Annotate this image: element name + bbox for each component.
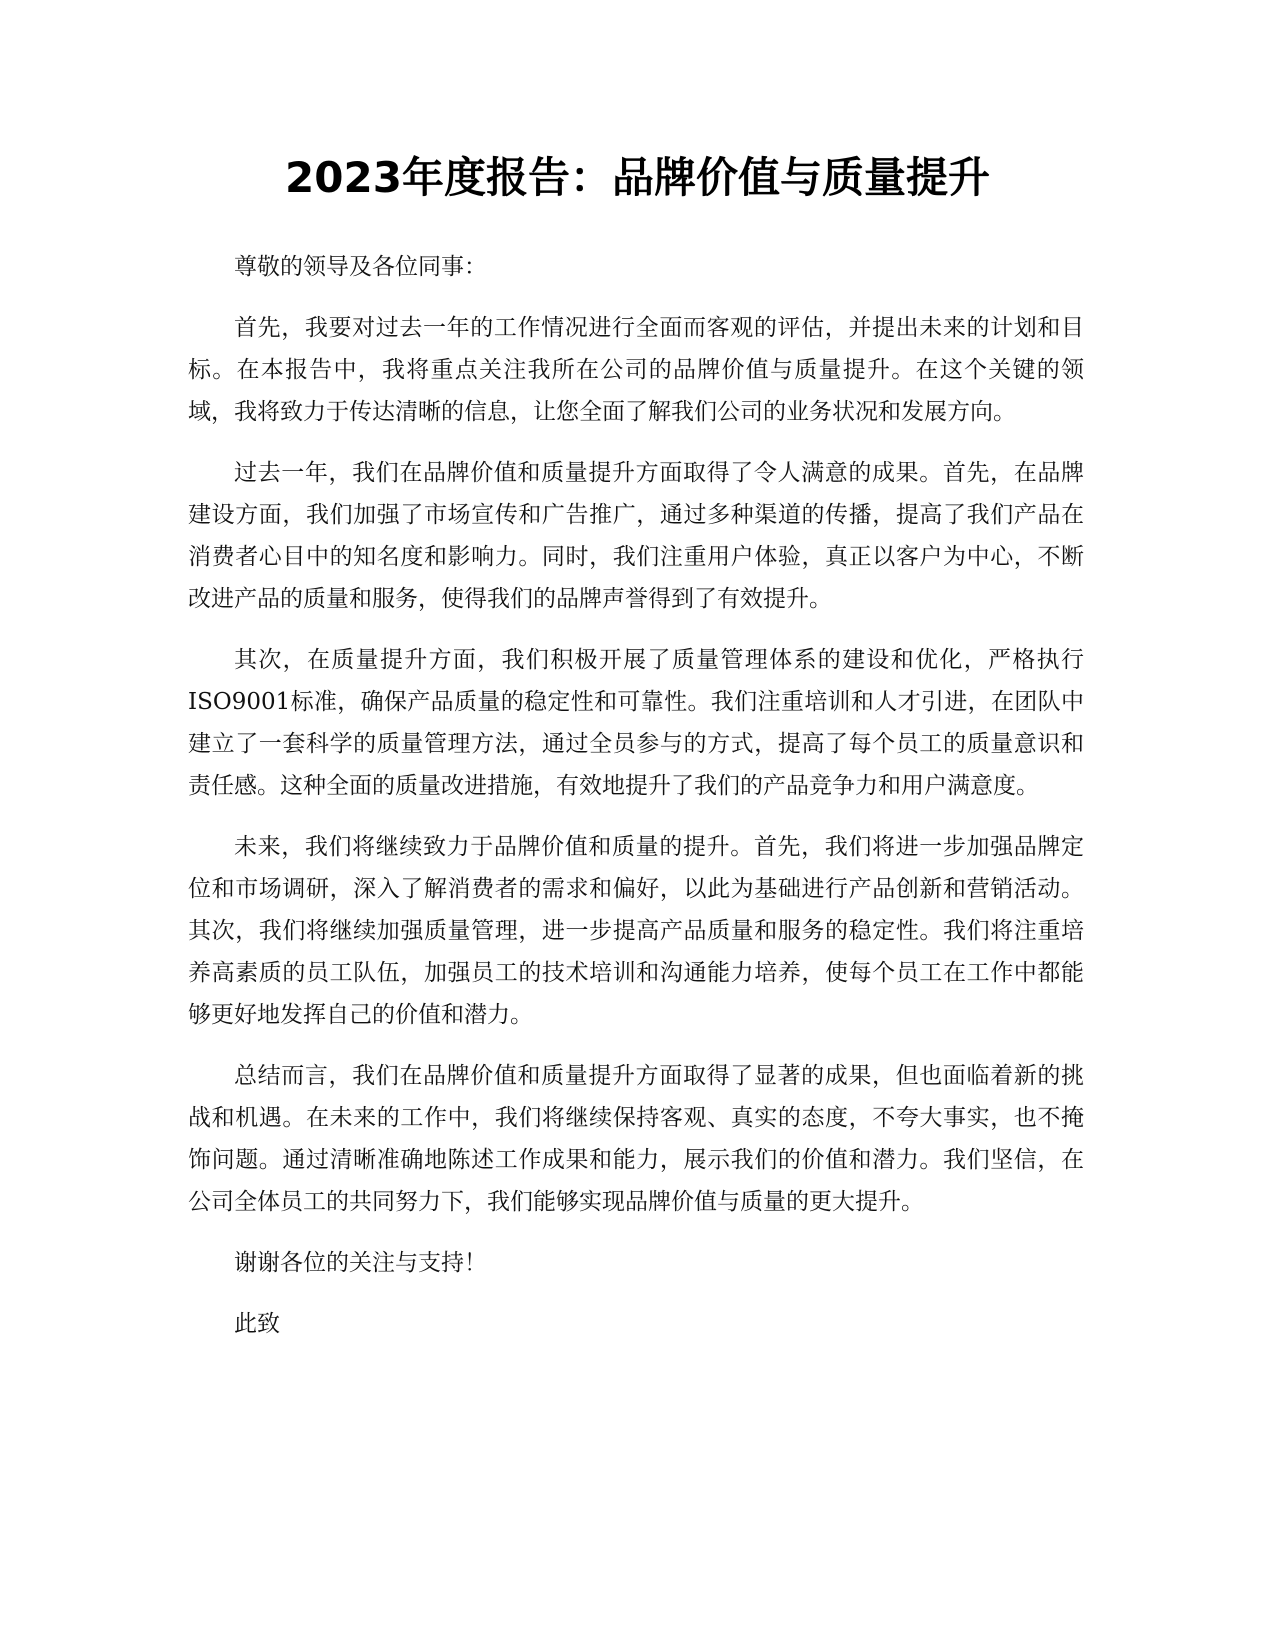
paragraph-brand-results: 过去一年，我们在品牌价值和质量提升方面取得了令人满意的成果。首先，在品牌建设方面，我们加强了市场宣传和广告推广，通过多种渠道的传播，提高了我们产品在消费者心目中的知名度和影响力。同时，我们注重用户体验，真正以客户为中心，不断改进产品的质量和服务，使得我们的品牌声誉得到了有效提升。 [188, 460, 1084, 612]
paragraph-future-plans: 未来，我们将继续致力于品牌价值和质量的提升。首先，我们将进一步加强品牌定位和市场调研，深入了解消费者的需求和偏好，以此为基础进行产品创新和营销活动。其次，我们将继续加强质量管理，进一步提高产品质量和服务的稳定性。我们将注重培养高素质的员工队伍，加强员工的技术培训和沟通能力培养，使每个员工在工作中都能够更好地发挥自己的价值和潜力。 [188, 834, 1084, 1028]
thanks-line: 谢谢各位的关注与支持！ [234, 1250, 487, 1276]
paragraph-intro: 首先，我要对过去一年的工作情况进行全面而客观的评估，并提出未来的计划和目标。在本报告中，我将重点关注我所在公司的品牌价值与质量提升。在这个关键的领域，我将致力于传达清晰的信息，让您全面了解我们公司的业务状况和发展方向。 [188, 315, 1084, 425]
salutation: 尊敬的领导及各位同事： [234, 254, 487, 280]
paragraph-quality-results: 其次，在质量提升方面，我们积极开展了质量管理体系的建设和优化，严格执行ISO9001标准，确保产品质量的稳定性和可靠性。我们注重培训和人才引进，在团队中建立了一套科学的质量管理方法，通过全员参与的方式，提高了每个员工的质量意识和责任感。这种全面的质量改进措施，有效地提升了我们的产品竞争力和用户满意度。 [188, 647, 1084, 799]
paragraph-summary: 总结而言，我们在品牌价值和质量提升方面取得了显著的成果，但也面临着新的挑战和机遇。在未来的工作中，我们将继续保持客观、真实的态度，不夸大事实，也不掩饰问题。通过清晰准确地陈述工作成果和能力，展示我们的价值和潜力。我们坚信，在公司全体员工的共同努力下，我们能够实现品牌价值与质量的更大提升。 [188, 1063, 1084, 1215]
closing-line: 此致 [234, 1311, 280, 1337]
document-title: 2023年度报告：品牌价值与质量提升 [285, 153, 990, 202]
document-body [188, 246, 1084, 1364]
